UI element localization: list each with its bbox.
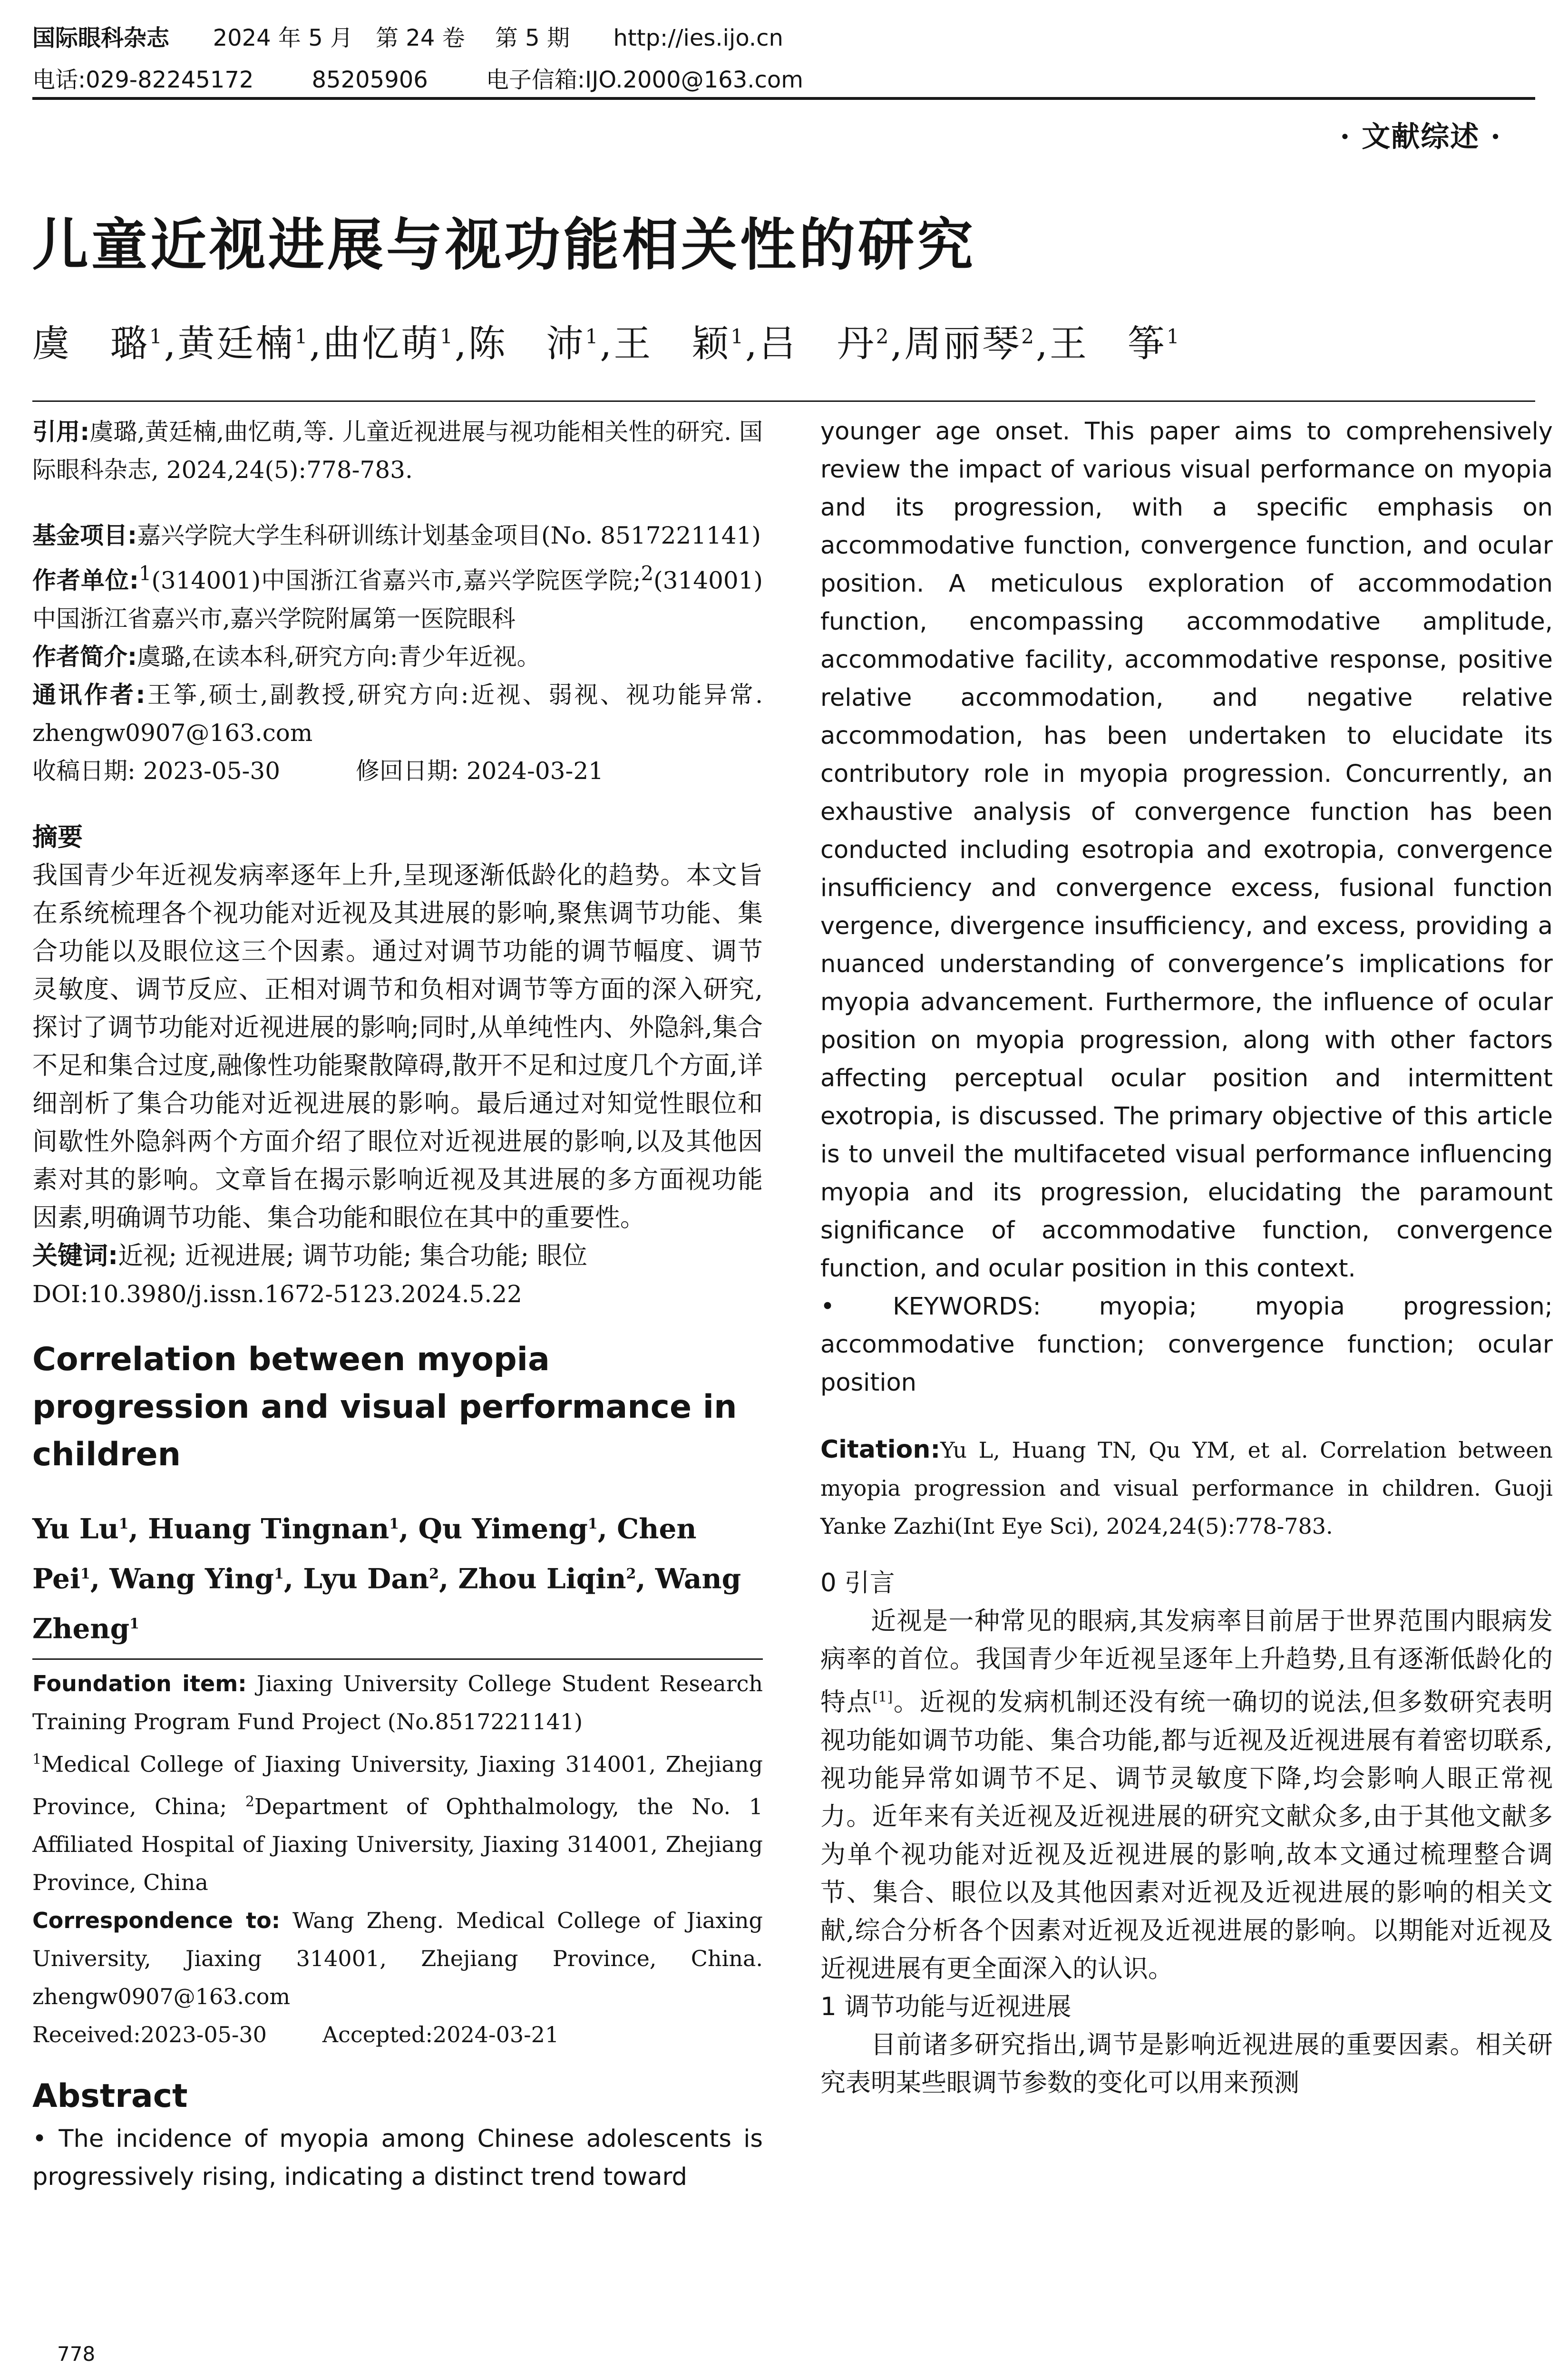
author-en-affil-mark: 2 <box>626 1565 636 1582</box>
header-rule <box>32 97 1535 100</box>
abstract-en-heading: Abstract <box>32 2077 188 2115</box>
affiliation-en: $^1$Medical College of Jiaxing University, Jiaxing 314001, Zhejiang Province, China; $^2$Department of Ophthalmology, the No. 1 Affiliated Hospital of Jiaxing University, Jiaxing 314001, Zhejiang Province, China <box>32 1751 763 1896</box>
correspondence-en: Correspondence to: Wang Zheng. Medical College of Jiaxing University, Jiaxing 314001, Zhejiang Province, China. zhengw0907@163.com <box>32 1908 763 2010</box>
title-en: Correlation between myopia progression and visual performance in children <box>32 1340 737 1473</box>
author-cn-affil-mark: 1 <box>585 325 600 348</box>
author-cn-8: 王 筝 <box>1049 322 1167 365</box>
author-en-7: Zhou Liqin <box>458 1562 626 1595</box>
abstract-en-continued: younger age onset. This paper aims to comprehensively review the impact of various visual performance on myopia and its progression, with a specific emphasis on accommodative function, convergence function, and ocular position. A meticulous exploration of accommodation function, encompassing accommodative amplitude, accommodative facility, accommodative response, positive relative accommodation, and negative relative accommodation, has been undertaken to elucidate its contributory role in myopia progression. Concurrently, an exhaustive analysis of convergence function has been conducted including esotropia and exotropia, convergence insufficiency and convergence excess, fusional function vergence, divergence insufficiency, and excess, providing a nuanced understanding of convergence’s implications for myopia advancement. Furthermore, the influence of ocular position on myopia progression, along with other factors affecting perceptual ocular position and intermittent exotropia, is discussed. The primary objective of this article is to unveil the multifaceted visual performance influencing myopia and its progression, elucidating the paramount significance of accommodative function, convergence function, and ocular position in this context. <box>820 418 1553 1283</box>
authors-en: Yu Lu$^1$, Huang Tingnan$^1$, Qu Yimeng$^1$, Chen Pei$^1$, Wang Ying$^1$, Lyu Dan$^2$, Zhou Liqin$^2$, Wang Zheng$^1$ <box>32 1512 741 1645</box>
author-cn-1: 虞 璐 <box>32 322 150 365</box>
article-title: 儿童近视进展与视功能相关性的研究 <box>32 212 976 278</box>
section-1-paragraph: 目前诸多研究指出,调节是影响近视进展的重要因素。相关研究表明某些眼调节参数的变化可以用来预测 <box>820 2030 1553 2097</box>
author-bio-cn: 作者简介:虞璐,在读本科,研究方向:青少年近视。 <box>32 643 541 671</box>
dates-cn: 收稿日期: 2023-05-30 修回日期: 2024-03-21 <box>32 757 604 785</box>
section-1-heading: 1 调节功能与近视进展 <box>820 1992 1071 2021</box>
author-en-affil-mark: 1 <box>587 1515 598 1532</box>
author-cn-affil-mark: 1 <box>149 325 164 348</box>
email: 电子信箱:IJO.2000@163.com <box>486 67 804 93</box>
left-column <box>32 413 763 2196</box>
page-number: 778 <box>57 2342 96 2366</box>
foundation-cn: 基金项目:嘉兴学院大学生科研训练计划基金项目(No. 8517221141) <box>32 522 761 549</box>
author-cn-3: 曲忆萌 <box>323 322 440 365</box>
doi[interactable]: DOI:10.3980/j.issn.1672-5123.2024.5.22 <box>32 1280 522 1308</box>
author-en-affil-mark: 1 <box>118 1515 129 1532</box>
author-cn-affil-mark: 1 <box>1166 325 1181 348</box>
authors-cn: 虞 璐$^1$,黄廷楠$^1$,曲忆萌$^1$,陈 沛$^1$,王 颖$^1$,吕 丹$^2$,周丽琴$^2$,王 筝$^1$ <box>32 322 1181 365</box>
phone-2: 85205906 <box>312 67 428 93</box>
author-en-8: Wang Zheng <box>32 1562 741 1645</box>
author-cn-affil-mark: 1 <box>730 325 745 348</box>
phone: 电话:029-82245172 <box>32 67 254 93</box>
journal-url[interactable]: http://ies.ijo.cn <box>613 25 783 51</box>
author-cn-7: 周丽琴 <box>904 322 1022 365</box>
issue-info: 2024 年 5 月 第 24 卷 第 5 期 <box>213 25 570 51</box>
right-column <box>820 413 1553 2102</box>
abstract-cn: 我国青少年近视发病率逐年上升,呈现逐渐低龄化的趋势。本文旨在系统梳理各个视功能对近视及其进展的影响,聚焦调节功能、集合功能以及眼位这三个因素。通过对调节功能的调节幅度、调节灵敏度、调节反应、正相对调节和负相对调节等方面的深入研究,探讨了调节功能对近视进展的影响;同时,从单纯性内、外隐斜,集合不足和集合过度,融像性功能聚散障碍,散开不足和过度几个方面,详细剖析了集合功能对近视进展的影响。最后通过对知觉性眼位和间歇性外隐斜两个方面介绍了眼位对近视进展的影响,以及其他因素对其的影响。文章旨在揭示影响近视及其进展的多方面视功能因素,明确调节功能、集合功能和眼位在其中的重要性。 <box>32 860 763 1232</box>
author-en-affil-mark: 1 <box>80 1565 90 1582</box>
author-cn-affil-mark: 2 <box>876 325 891 348</box>
journal-header-line1 <box>32 25 783 51</box>
author-en-affil-mark: 1 <box>129 1616 140 1633</box>
author-en-affil-mark: 1 <box>274 1565 284 1582</box>
section-tag: · 文献综述 · <box>1340 120 1501 154</box>
author-en-5: Wang Ying <box>109 1562 274 1595</box>
author-en-3: Qu Yimeng <box>418 1512 588 1545</box>
author-en-2: Huang Tingnan <box>147 1512 390 1545</box>
author-en-affil-mark: 1 <box>389 1515 399 1532</box>
authors-en-rule <box>32 1658 763 1660</box>
author-en-affil-mark: 2 <box>429 1565 439 1582</box>
intro-heading: 0 引言 <box>820 1568 895 1598</box>
author-cn-2: 黄廷楠 <box>177 322 295 365</box>
author-cn-5: 王 颖 <box>614 322 731 365</box>
author-cn-affil-mark: 1 <box>294 325 310 348</box>
journal-header-line2 <box>32 67 803 93</box>
author-cn-6: 吕 丹 <box>759 322 876 365</box>
author-en-1: Yu Lu <box>32 1512 119 1545</box>
keywords-cn: 关键词:近视; 近视进展; 调节功能; 集合功能; 眼位 <box>32 1241 588 1270</box>
title-rule <box>32 400 1535 402</box>
author-en-4: Chen Pei <box>32 1512 697 1595</box>
citation-en: Citation:Yu L, Huang TN, Qu YM, et al. Correlation between myopia progression and visual performance in children. Guoji Yanke Zazhi(Int Eye Sci), 2024,24(5):778-783. <box>820 1435 1553 1539</box>
foundation-en: Foundation item: Jiaxing University College Student Research Training Program Fund Project (No.8517221141) <box>32 1670 763 1734</box>
author-cn-4: 陈 沛 <box>468 322 585 365</box>
journal-name: 国际眼科杂志 <box>32 25 170 51</box>
intro-paragraph: 近视是一种常见的眼病,其发病率目前居于世界范围内眼病发病率的首位。我国青少年近视呈逐年上升趋势,且有逐渐低龄化的特点[1]。近视的发病机制还没有统一确切的说法,但多数研究表明视功能如调节功能、集合功能,都与近视及近视进展有着密切联系,视功能异常如调节不足、调节灵敏度下降,均会影响人眼正常视力。近年来有关近视及近视进展的研究文献众多,由于其他文献多为单个视功能对近视及近视进展的影响,故本文通过梳理整合调节、集合、眼位以及其他因素对近视及近视进展的影响的相关文献,综合分析各个因素对近视及近视进展的影响。以期能对近视及近视进展有更全面深入的认识。 <box>820 1607 1553 1983</box>
author-en-6: Lyu Dan <box>303 1562 429 1595</box>
keywords-en: • KEYWORDS: myopia; myopia progression; accommodative function; convergence function; ocular position <box>820 1293 1553 1397</box>
correspondence-cn: 通讯作者:王筝,硕士,副教授,研究方向:近视、弱视、视功能异常. zhengw0907@163.com <box>32 681 763 747</box>
author-cn-affil-mark: 1 <box>440 325 455 348</box>
citation-cn: 引用:虞璐,黄廷楠,曲忆萌,等. 儿童近视进展与视功能相关性的研究. 国际眼科杂志, 2024,24(5):778-783. <box>32 418 763 484</box>
author-cn-affil-mark: 2 <box>1021 325 1036 348</box>
abstract-en-start: • The incidence of myopia among Chinese adolescents is progressively rising, indicating a distinct trend toward <box>32 2125 763 2192</box>
abstract-cn-heading: 摘要 <box>32 822 83 852</box>
dates-en: Received:2023-05-30 Accepted:2024-03-21 <box>32 2022 559 2048</box>
affiliation-cn: 作者单位:$^1$(314001)中国浙江省嘉兴市,嘉兴学院医学院;$^2$(314001)中国浙江省嘉兴市,嘉兴学院附属第一医院眼科 <box>32 562 763 633</box>
